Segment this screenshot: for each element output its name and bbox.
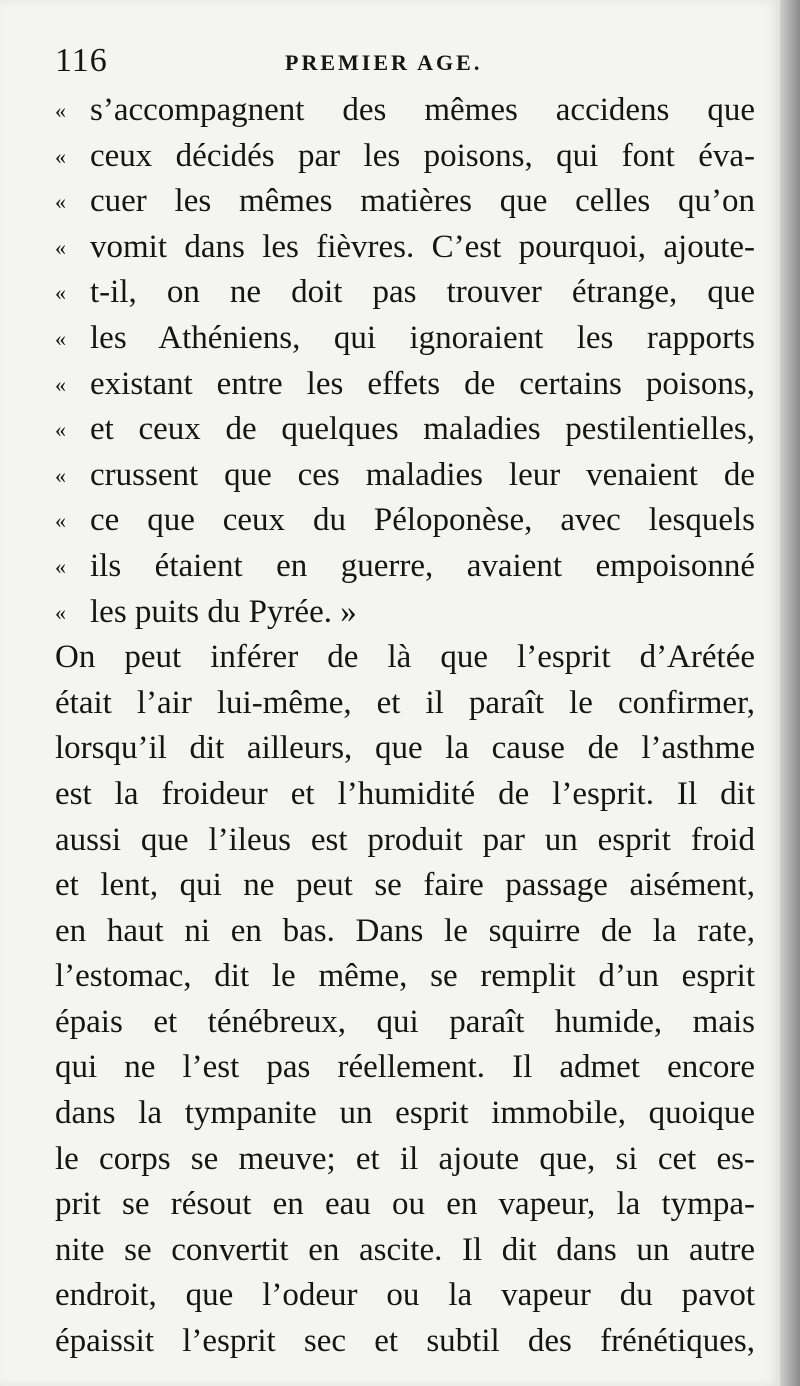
line-text: s’accompagnent des mêmes accidens que (90, 92, 755, 128)
text-line (55, 407, 755, 453)
text-line (55, 954, 755, 1000)
text-line (55, 498, 755, 544)
line-text: qui ne l’est pas réellement. Il admet encore (55, 1049, 755, 1086)
line-text: ce que ceux du Péloponèse, avec lesquels (90, 502, 755, 539)
text-line (55, 1091, 755, 1137)
text-line (55, 726, 755, 772)
text-line (55, 225, 755, 271)
line-text: aussi que l’ileus est produit par un esprit froid (55, 821, 755, 858)
page-number: 116 (55, 42, 108, 79)
line-text: et lent, qui ne peut se faire passage aisément, (55, 867, 755, 904)
line-text: ils étaient en guerre, avaient empoisonné (90, 547, 755, 584)
body-text (55, 88, 755, 1365)
quote-mark: « (55, 234, 66, 260)
text-line (55, 772, 755, 818)
line-text: était l’air lui-même, et il paraît le confirmer, (55, 684, 755, 721)
quote-mark: « (55, 417, 66, 443)
line-text: prit se résout en eau ou en vapeur, la tympa- (55, 1186, 755, 1223)
line-text: épaissit l’esprit sec et subtil des frénétiques, (55, 1323, 755, 1360)
text-line (55, 1045, 755, 1091)
text-line (55, 316, 755, 362)
line-text: crussent que ces maladies leur venaient de (90, 456, 755, 493)
line-text: On peut inférer de là que l’esprit d’Arétée (55, 639, 755, 676)
line-text: vomit dans les fièvres. C’est pourquoi, ajoute- (90, 228, 755, 265)
quote-mark: « (55, 280, 66, 306)
quote-mark: « (55, 462, 66, 488)
text-line (55, 270, 755, 316)
text-line (55, 1137, 755, 1183)
text-line (55, 635, 755, 681)
line-text: les Athéniens, qui ignoraient les rapports (90, 319, 755, 356)
text-line (55, 88, 755, 134)
line-text: ceux décidés par les poisons, qui font éva- (90, 137, 755, 174)
line-text: nite se convertit en ascite. Il dit dans un autre (55, 1231, 755, 1268)
line-text: endroit, que l’odeur ou la vapeur du pavot (55, 1277, 755, 1314)
text-line (55, 179, 755, 225)
line-text: dans la tympanite un esprit immobile, quoique (55, 1095, 755, 1132)
line-text: est la froideur et l’humidité de l’esprit. Il dit (55, 775, 755, 812)
text-line (55, 1273, 755, 1319)
quote-mark: « (55, 599, 66, 625)
line-text: les puits du Pyrée. » (90, 593, 357, 630)
text-line (55, 362, 755, 408)
running-head: PREMIER AGE. (285, 50, 483, 75)
text-line (55, 134, 755, 180)
line-text: et ceux de quelques maladies pestilentielles, (90, 411, 755, 448)
quote-mark: « (55, 508, 66, 534)
page-header (55, 42, 755, 82)
line-text: lorsqu’il dit ailleurs, que la cause de l’asthme (55, 730, 755, 767)
text-line (55, 590, 755, 636)
text-line (55, 909, 755, 955)
page-edge (780, 0, 800, 1386)
text-line (55, 863, 755, 909)
line-text: cuer les mêmes matières que celles qu’on (90, 183, 755, 220)
text-line (55, 1000, 755, 1046)
quote-mark: « (55, 371, 66, 397)
line-text: l’estomac, dit le même, se remplit d’un esprit (55, 958, 755, 995)
line-text: en haut ni en bas. Dans le squirre de la rate, (55, 912, 755, 949)
text-line (55, 1228, 755, 1274)
text-line (55, 1319, 755, 1365)
line-text: épais et ténébreux, qui paraît humide, mais (55, 1003, 755, 1040)
text-line (55, 1182, 755, 1228)
line-text: t-il, on ne doit pas trouver étrange, que (90, 274, 755, 311)
line-text: le corps se meuve; et il ajoute que, si cet es- (55, 1140, 755, 1177)
text-line (55, 818, 755, 864)
quote-mark: « (55, 189, 66, 215)
text-line (55, 544, 755, 590)
quote-mark: « (55, 553, 66, 579)
line-text: existant entre les effets de certains poisons, (90, 365, 755, 402)
text-line (55, 681, 755, 727)
quote-mark: « (55, 98, 66, 123)
quote-mark: « (55, 143, 66, 169)
text-line (55, 453, 755, 499)
quote-mark: « (55, 325, 66, 351)
